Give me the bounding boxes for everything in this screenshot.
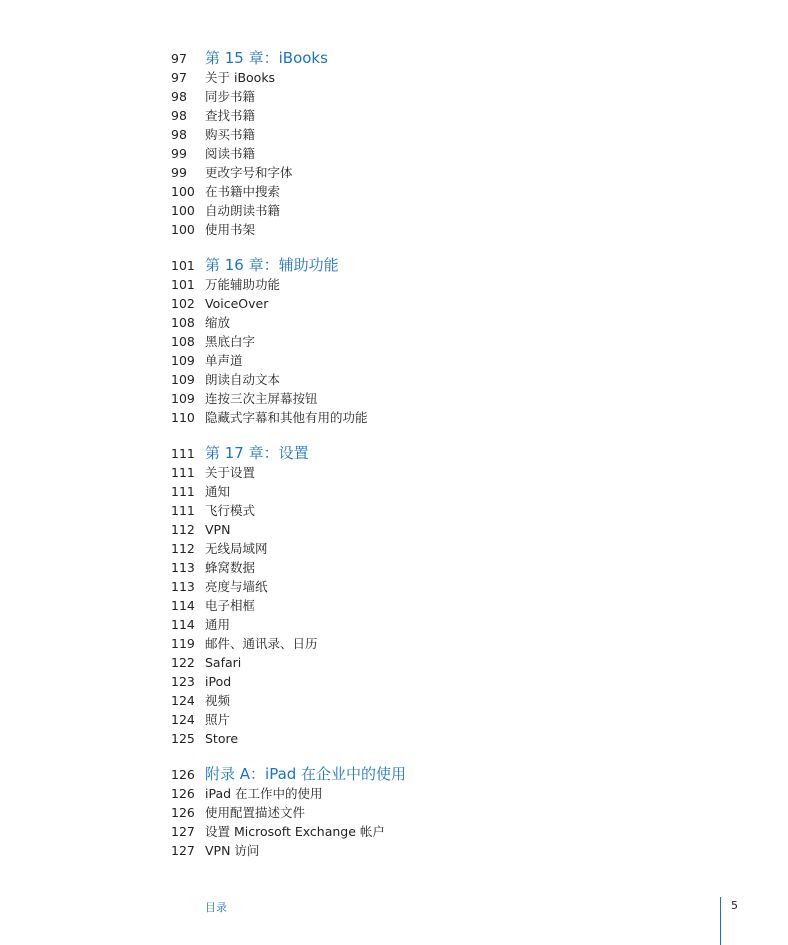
toc-entry[interactable] <box>171 710 731 729</box>
toc-entry-title: 亮度与墙纸 <box>205 579 268 594</box>
toc-entry-title: 更改字号和字体 <box>205 165 293 180</box>
toc-entry[interactable] <box>171 351 731 370</box>
toc-entry-title: 在书籍中搜索 <box>205 184 281 199</box>
page-number: 5 <box>731 899 738 912</box>
toc-entry[interactable] <box>171 784 731 803</box>
toc-entry[interactable] <box>171 558 731 577</box>
toc-entry[interactable] <box>171 501 731 520</box>
toc-entry[interactable] <box>171 275 731 294</box>
toc-entry[interactable] <box>171 539 731 558</box>
toc-entry-title: VoiceOver <box>205 296 269 311</box>
toc-entry[interactable] <box>171 182 731 201</box>
toc-chapter-title: 第 15 章：iBooks <box>205 49 328 67</box>
toc-page-number: 111 <box>171 503 195 518</box>
toc-entry-title: 缩放 <box>205 315 231 330</box>
toc-chapter-title: 第 16 章：辅助功能 <box>205 256 339 274</box>
toc-entry-title: 照片 <box>205 712 231 727</box>
toc-page-number: 100 <box>171 184 195 199</box>
toc-entry[interactable] <box>171 106 731 125</box>
toc-entry[interactable] <box>171 482 731 501</box>
toc-entry[interactable] <box>171 577 731 596</box>
toc-chapter-title: 第 17 章：设置 <box>205 444 309 462</box>
toc-page-number: 125 <box>171 731 195 746</box>
toc-entry[interactable] <box>171 201 731 220</box>
toc-page-number: 108 <box>171 334 195 349</box>
toc-page-number: 97 <box>171 51 187 66</box>
toc-page-number: 112 <box>171 522 195 537</box>
toc-entry-title: 飞行模式 <box>205 503 256 518</box>
toc-entry[interactable] <box>171 615 731 634</box>
toc-entry-title: 自动朗读书籍 <box>205 203 281 218</box>
toc-section-chapter-17 <box>171 443 731 748</box>
toc-entry[interactable] <box>171 87 731 106</box>
toc-section-chapter-15 <box>171 48 731 239</box>
toc-page-number: 98 <box>171 127 187 142</box>
toc-entry[interactable] <box>171 163 731 182</box>
toc-entry-title: 同步书籍 <box>205 89 256 104</box>
toc-page-number: 126 <box>171 786 195 801</box>
toc-entry-title: 黑底白字 <box>205 334 256 349</box>
toc-entry[interactable] <box>171 653 731 672</box>
toc-entry-title: 通知 <box>205 484 231 499</box>
toc-entry-title: VPN 访问 <box>205 843 260 858</box>
toc-entry[interactable] <box>171 144 731 163</box>
toc-entry-title: 购买书籍 <box>205 127 256 142</box>
toc-page-number: 111 <box>171 484 195 499</box>
toc-page-number: 100 <box>171 203 195 218</box>
toc-page-number: 100 <box>171 222 195 237</box>
toc-page-number: 109 <box>171 372 195 387</box>
toc-section-appendix-a <box>171 764 731 860</box>
toc-entry[interactable] <box>171 634 731 653</box>
toc-section-chapter-16 <box>171 255 731 427</box>
toc-entry[interactable] <box>171 691 731 710</box>
toc-entry-title: 万能辅助功能 <box>205 277 281 292</box>
toc-page-number: 97 <box>171 70 187 85</box>
toc-page-number: 101 <box>171 277 195 292</box>
toc-page-number: 112 <box>171 541 195 556</box>
toc-entry-title: 无线局域网 <box>205 541 268 556</box>
toc-entry-title: 电子相框 <box>205 598 256 613</box>
toc-entry[interactable] <box>171 408 731 427</box>
toc-page-number: 99 <box>171 146 187 161</box>
toc-entry[interactable] <box>171 672 731 691</box>
toc-page-number: 127 <box>171 843 195 858</box>
toc-page-number: 123 <box>171 674 195 689</box>
toc-entry[interactable] <box>171 125 731 144</box>
footer-section-label: 目录 <box>205 901 227 914</box>
toc-entry[interactable] <box>171 463 731 482</box>
toc-entry[interactable] <box>171 370 731 389</box>
toc-entry-title: 使用配置描述文件 <box>205 805 306 820</box>
toc-entry[interactable] <box>171 294 731 313</box>
toc-entry-title: iPod <box>205 674 232 689</box>
toc-entry[interactable] <box>171 841 731 860</box>
toc-page-number: 98 <box>171 108 187 123</box>
toc-entry[interactable] <box>171 803 731 822</box>
toc-entry-title: iPad 在工作中的使用 <box>205 786 323 801</box>
toc-entry-title: Store <box>205 731 239 746</box>
toc-page-number: 126 <box>171 805 195 820</box>
toc-page-number: 119 <box>171 636 195 651</box>
toc-entry-title: 邮件、通讯录、日历 <box>205 636 318 651</box>
toc-page-number: 124 <box>171 693 195 708</box>
toc-page-number: 111 <box>171 465 195 480</box>
toc-entry[interactable] <box>171 596 731 615</box>
toc-chapter-heading[interactable] <box>171 48 731 68</box>
toc-chapter-heading[interactable] <box>171 764 731 784</box>
toc-chapter-title: 附录 A：iPad 在企业中的使用 <box>205 765 407 783</box>
toc-entry[interactable] <box>171 313 731 332</box>
toc-entry[interactable] <box>171 220 731 239</box>
toc-page-number: 114 <box>171 617 195 632</box>
toc-page-number: 126 <box>171 767 195 782</box>
toc-entry[interactable] <box>171 822 731 841</box>
toc-page-number: 113 <box>171 560 195 575</box>
toc-entry-title: 关于 iBooks <box>205 70 276 85</box>
footer-divider <box>720 897 721 945</box>
toc-entry-title: 朗读自动文本 <box>205 372 281 387</box>
toc-page-number: 98 <box>171 89 187 104</box>
toc-page-number: 113 <box>171 579 195 594</box>
toc-page-number: 122 <box>171 655 195 670</box>
toc-entry-title: 设置 Microsoft Exchange 帐户 <box>205 824 385 839</box>
toc-entry-title: 查找书籍 <box>205 108 256 123</box>
toc-entry-title: VPN <box>205 522 231 537</box>
toc-entry-title: 阅读书籍 <box>205 146 256 161</box>
toc-page-number: 114 <box>171 598 195 613</box>
toc-entry-title: 使用书架 <box>205 222 256 237</box>
toc-page-number: 101 <box>171 258 195 273</box>
toc-entry-title: 关于设置 <box>205 465 256 480</box>
toc-chapter-heading[interactable] <box>171 443 731 463</box>
toc-entry[interactable] <box>171 520 731 539</box>
toc-page-number: 110 <box>171 410 195 425</box>
toc-entry[interactable] <box>171 389 731 408</box>
toc-entry[interactable] <box>171 332 731 351</box>
toc-chapter-heading[interactable] <box>171 255 731 275</box>
toc-entry-title: 视频 <box>205 693 231 708</box>
toc-page-number: 124 <box>171 712 195 727</box>
toc-entry[interactable] <box>171 68 731 87</box>
toc-page-number: 111 <box>171 446 195 461</box>
toc-page-number: 109 <box>171 353 195 368</box>
toc-entry-title: Safari <box>205 655 242 670</box>
toc-entry-title: 蜂窝数据 <box>205 560 256 575</box>
toc-page-number: 127 <box>171 824 195 839</box>
toc-page-number: 102 <box>171 296 195 311</box>
toc-entry-title: 连按三次主屏幕按钮 <box>205 391 318 406</box>
toc-entry-title: 隐藏式字幕和其他有用的功能 <box>205 410 368 425</box>
toc-page-number: 99 <box>171 165 187 180</box>
toc-entry[interactable] <box>171 729 731 748</box>
toc-page-number: 108 <box>171 315 195 330</box>
toc-entry-title: 通用 <box>205 617 231 632</box>
toc-entry-title: 单声道 <box>205 353 243 368</box>
toc-page-number: 109 <box>171 391 195 406</box>
table-of-contents <box>171 48 731 876</box>
